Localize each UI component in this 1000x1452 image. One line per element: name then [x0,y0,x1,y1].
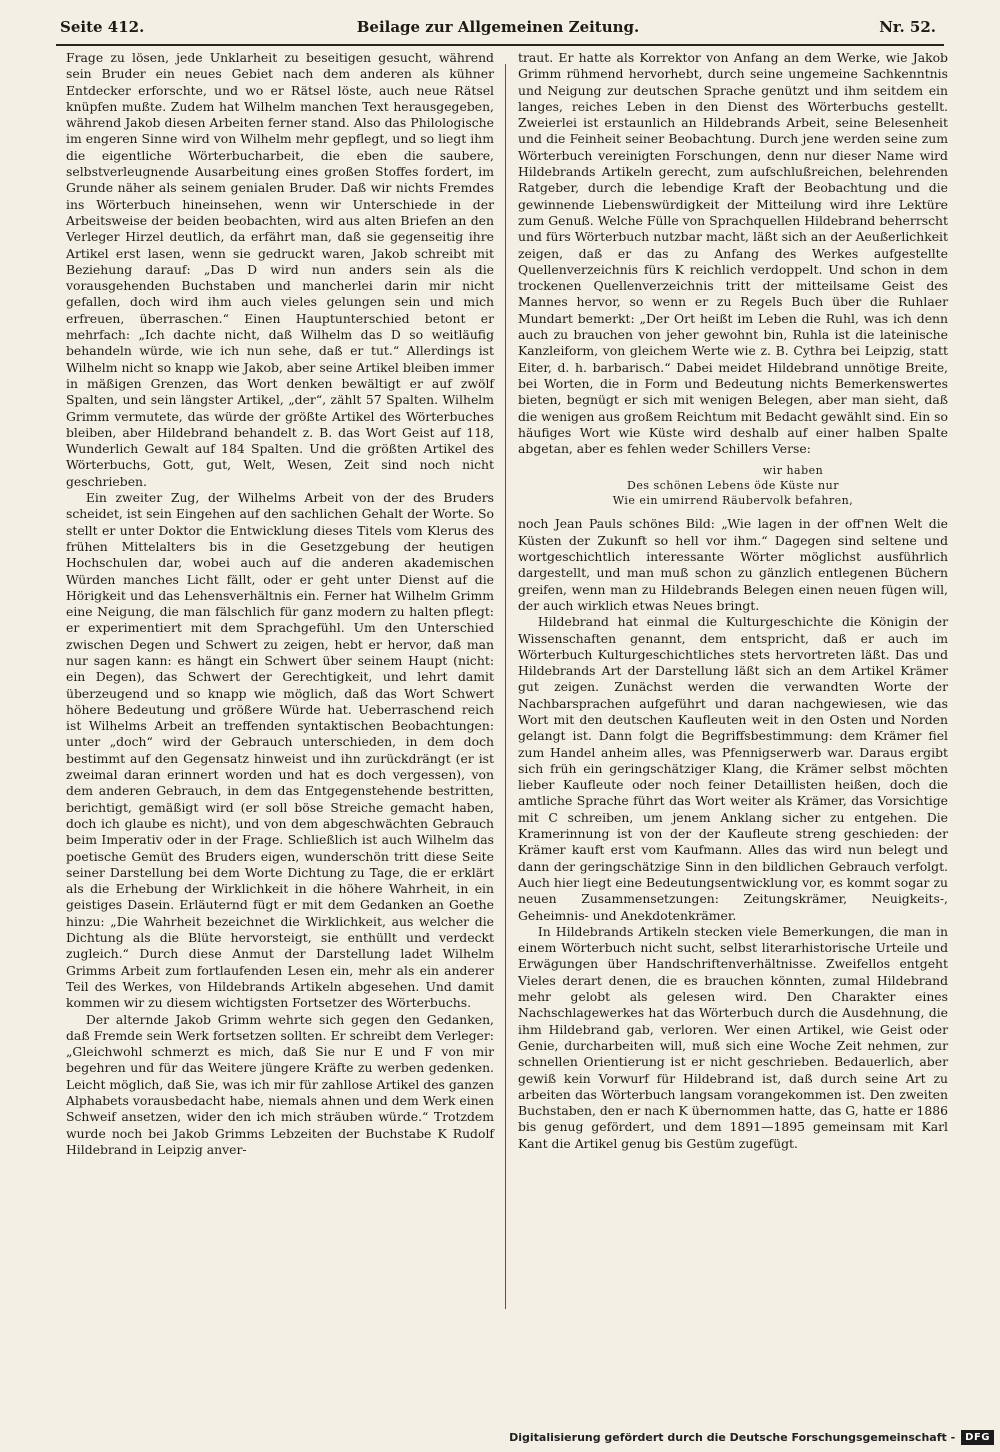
header-rule [56,44,944,46]
right-column [518,50,948,1152]
right-paragraph-1: traut. Er hatte als Korrektor von Anfang an dem Werke, wie Jakob Grimm rühmend hervorhebt, durch seine ungemeine Sachkenntnis und Neigung zur deutschen Sprache genützt und ihm seitdem ein langes, reiches Leben in den Dienst des Wörterbuchs gestellt. Zweierlei ist erstaunlich an Hildebrands Arbeit, seine Belesenheit und die Feinheit seiner Beobachtung. Durch jene werden seine zum Wörterbuch vereinigten Forschungen, denn nur dieser Name wird Hildebrands Artikeln gerecht, zum aufschlußreichen, belehrenden Ratgeber, durch die lebendige Kraft der Beobachtung und die gewinnende Liebenswürdigkeit der Mitteilung wird ihre Lektüre zum Genuß. Welche Fülle von Sprachquellen Hildebrand beherrscht und fürs Wörterbuch nutzbar macht, läßt sich an der Aeußerlichkeit zeigen, daß er das zu Anfang des Werkes aufgestellte Quellenverzeichnis fürs K reichlich verdoppelt. Und schon in dem trockenen Quellenverzeichnis tritt der mitteilsame Geist des Mannes hervor, so wenn er zu Regels Buch über die Ruhlaer Mundart bemerkt: „Der Ort heißt im Leben die Ruhl, was ich denn auch zu brauchen von jeher gewohnt bin, Ruhla ist die lateinische Kanzleiform, von gleichem Werte wie z. B. Cythra bei Leipzig, statt Eiter, d. h. barbarisch.“ Dabei meidet Hildebrand unnötige Breite, bei Worten, die in Form und Bedeutung nichts Bemerkenswertes bieten, begnügt er sich mit wenigen Belegen, aber man sieht, daß die wenigen aus großem Reichtum mit Bedacht gewählt sind. Ein so häufiges Wort wie Küste wird deshalb auf einer halben Spalte abgetan, aber es fehlen weder Schillers Verse: [518,50,948,457]
left-paragraph-2: Ein zweiter Zug, der Wilhelms Arbeit von der des Bruders scheidet, ist sein Eingehen auf den sachlichen Gehalt der Worte. So stellt er unter Doktor die Entwicklung dieses Titels vom Klerus des frühen Mittelalters bis in die Gesetzgebung der heutigen Hochschulen dar, wobei auch auf die anderen akademischen Würden manches Licht fällt, oder er geht unter Dienst auf die Hörigkeit und das Lehensverhältnis ein. Ferner hat Wilhelm Grimm eine Neigung, die man fälschlich für ganz modern zu halten pflegt: er experimentiert mit dem Sprachgefühl. Um den Unterschied zwischen Degen und Schwert zu zeigen, hebt er hervor, daß man nur sagen kann: es hängt ein Schwert über seinem Haupt (nicht: ein Degen), das Schwert der Gerechtigkeit, und lehrt damit überzeugend und so knapp wie möglich, daß das Wort Schwert höhere Bedeutung und größere Würde hat. Ueberraschend reich ist Wilhelms Arbeit an treffenden syntaktischen Beobachtungen: unter „doch“ wird der Gebrauch unterschieden, in dem doch bestimmt auf den Gegensatz hinweist und ihn zurückdrängt (er ist zweimal daran erinnert worden und hat es doch vergessen), von dem anderen Gebrauch, in dem das Entgegenstehende bestritten, berichtigt, gemäßigt wird (er soll böse Streiche gemacht haben, doch ich glaube es nicht), und von dem abgeschwächten Gebrauch beim Imperativ oder in der Frage. Schließlich ist auch Wilhelm das poetische Gemüt des Bruders eigen, wunderschön tritt diese Seite seiner Darstellung bei dem Worte Dichtung zu Tage, die er erklärt als die Erhebung der Wirklichkeit in die höhere Wahrheit, in ein geistiges Dasein. Erläuternd fügt er mit dem Gedanken an Goethe hinzu: „Die Wahrheit bezeichnet die Wirklichkeit, aus welcher die Dichtung als die Blüte hervorsteigt, sie enthüllt und verdeckt zugleich.“ Durch diese Anmut der Darstellung ladet Wilhelm Grimms Arbeit zum fortlaufenden Lesen ein, mehr als ein anderer Teil des Werkes, von Hildebrands Artikeln abgesehen. Und damit kommen wir zu diesem wichtigsten Fortsetzer des Wörterbuchs. [66,490,494,1011]
left-paragraph-3: Der alternde Jakob Grimm wehrte sich gegen den Gedanken, daß Fremde sein Werk fortsetzen sollten. Er schreibt dem Verleger: „Gleichwohl schmerzt es mich, daß Sie nur E und F von mir begehren und für das Weitere jüngere Kräfte zu werben gedenken. Leicht möglich, daß Sie, was ich mir für zahllose Artikel des ganzen Alphabets vorausbedacht habe, niemals ahnen und dem Werk einen Schweif ansetzen, wider den ich mich sträuben würde.“ Trotzdem wurde noch bei Jakob Grimms Lebzeiten der Buchstabe K Rudolf Hildebrand in Leipzig anver- [66,1011,494,1157]
right-paragraph-3: Hildebrand hat einmal die Kulturgeschichte die Königin der Wissenschaften genannt, dem entspricht, daß er auch im Wörterbuch Kulturgeschichtliches stets hervortreten läßt. Das und Hildebrands Art der Darstellung läßt sich an dem Artikel Krämer gut zeigen. Zunächst werden die verwandten Worte der Nachbarsprachen aufgeführt und daran nachgewiesen, wie das Wort mit den deutschen Kaufleuten weit in den Osten und Norden gelangt ist. Dann folgt die Begriffsbestimmung: dem Krämer fiel zum Handel anheim alles, was Pfennigserwerb war. Daraus ergibt sich früh ein geringschätziger Klang, die Krämer selbst möchten lieber Kaufleute oder noch feiner Detaillisten heißen, doch die amtliche Sprache führt das Wort weiter als Krämer, das Vorsichtige mit C schreiben, um jenem Anklang sicher zu entgehen. Die Kramerinnung ist von der der Kaufleute streng geschieden: der Krämer kauft erst vom Kaufmann. Alles das wird nun belegt und dann der geringschätzige Sinn in den bildlichen Gebrauch verfolgt. Auch hier liegt eine Bedeutungsentwicklung vor, es kommt sogar zu neuen Zusammensetzungen: Zeitungskrämer, Neuigkeits-, Geheimnis- und Anekdotenkrämer. [518,614,948,923]
digitization-footer [509,1426,994,1448]
footer-text: Digitalisierung gefördert durch die Deutsche Forschungsgemeinschaft - [509,1430,956,1444]
column-divider [505,64,506,1309]
page-header [60,12,936,42]
page-number: Seite 412. [60,18,145,36]
left-paragraph-1: Frage zu lösen, jede Unklarheit zu beseitigen gesucht, während sein Bruder ein neues Gebiet nach dem anderen als kühner Entdecker erforschte, und wo er Rätsel löste, auch neue Rätsel knüpfen mußte. Zudem hat Wilhelm manchen Text herausgegeben, während Jakob diesen Arbeiten ferner stand. Also das Philologische im engeren Sinne wird von Wilhelm mehr gepflegt, und so liegt ihm die eigentliche Wörterbucharbeit, die eben die saubere, selbstverleugnende Ausarbeitung eines großen Stoffes fordert, im Grunde näher als seinem genialen Bruder. Daß wir nichts Fremdes ins Wörterbuch hineinsehen, wenn wir Unterschiede in der Arbeitsweise der beiden beobachten, wird aus alten Briefen an den Verleger Hirzel deutlich, da erfährt man, daß sie gegenseitig ihre Artikel erst lasen, wenn sie gedruckt waren, Jakob schreibt mit Beziehung darauf: „Das D wird nun anders sein als die vorausgehenden Buchstaben und mancherlei darin mir nicht gefallen, doch wird ihm auch vieles gelungen sein und mich erfreuen, überraschen.“ Einen Hauptunterschied betont er mehrfach: „Ich dachte nicht, daß Wilhelm das D so weitläufig behandeln würde, wie ich nun sehe, daß er tut.“ Allerdings ist Wilhelm nicht so knapp wie Jakob, aber seine Artikel bleiben immer in mäßigen Grenzen, das Wort denken bewältigt er auf zwölf Spalten, und sein längster Artikel, „der“, zählt 57 Spalten. Wilhelm Grimm vermutete, das würde der größte Artikel des Wörterbuches bleiben, aber Hildebrand behandelt z. B. das Wort Geist auf 118, Wunderlich Gewalt auf 184 Spalten. Und die größten Artikel des Wörterbuchs, Gott, gut, Welt, Wesen, Zeit sind noch nicht geschrieben. [66,50,494,489]
verse-line-1: wir haben [762,464,824,478]
right-paragraph-2: noch Jean Pauls schönes Bild: „Wie lagen in der off'nen Welt die Küsten der Zukunft so hell vor ihm.“ Dagegen sind seltene und wortgeschichtlich interessante Wörter möglichst ausführlich dargestellt, und man muß schon zu gänzlich entlegenen Büchern greifen, wenn man zu Hildebrands Belegen einen neuen fügen will, der auch wirklich etwas Neues bringt. [518,516,948,613]
newspaper-title: Beilage zur Allgemeinen Zeitung. [356,18,640,36]
schiller-verse [518,463,948,508]
right-paragraph-4: In Hildebrands Artikeln stecken viele Bemerkungen, die man in einem Wörterbuch nicht sucht, selbst literarhistorische Urteile und Erwägungen über Handschriftenverhältnisse. Zweifellos entgeht Vieles derart denen, die es brauchen könnten, zumal Hildebrand mehr gelobt als gelesen wird. Den Charakter eines Nachschlagewerkes hat das Wörterbuch durch die Ausdehnung, die ihm Hildebrand gab, verloren. Wer einen Artikel, wie Geist oder Genie, durcharbeiten will, muß sich eine Woche Zeit nehmen, zur schnellen Orientierung ist er nicht geschrieben. Bedauerlich, aber gewiß kein Vorwurf für Hildebrand ist, daß durch seine Art zu arbeiten das Wörterbuch langsam vorangekommen ist. Den zweiten Buchstaben, den er nach K übernommen hatte, das G, hatte er 1886 bis genug gefördert, und dem 1891—1895 gemeinsam mit Karl Kant die Artikel genug bis Gestüm zugefügt. [518,923,948,1151]
verse-line-3: Wie ein umirrend Räubervolk befahren, [612,494,854,508]
verse-line-2: Des schönen Lebens öde Küste nur [627,479,839,493]
left-column [66,50,494,1158]
dfg-logo: DFG [961,1430,994,1445]
issue-number: Nr. 52. [879,18,936,36]
